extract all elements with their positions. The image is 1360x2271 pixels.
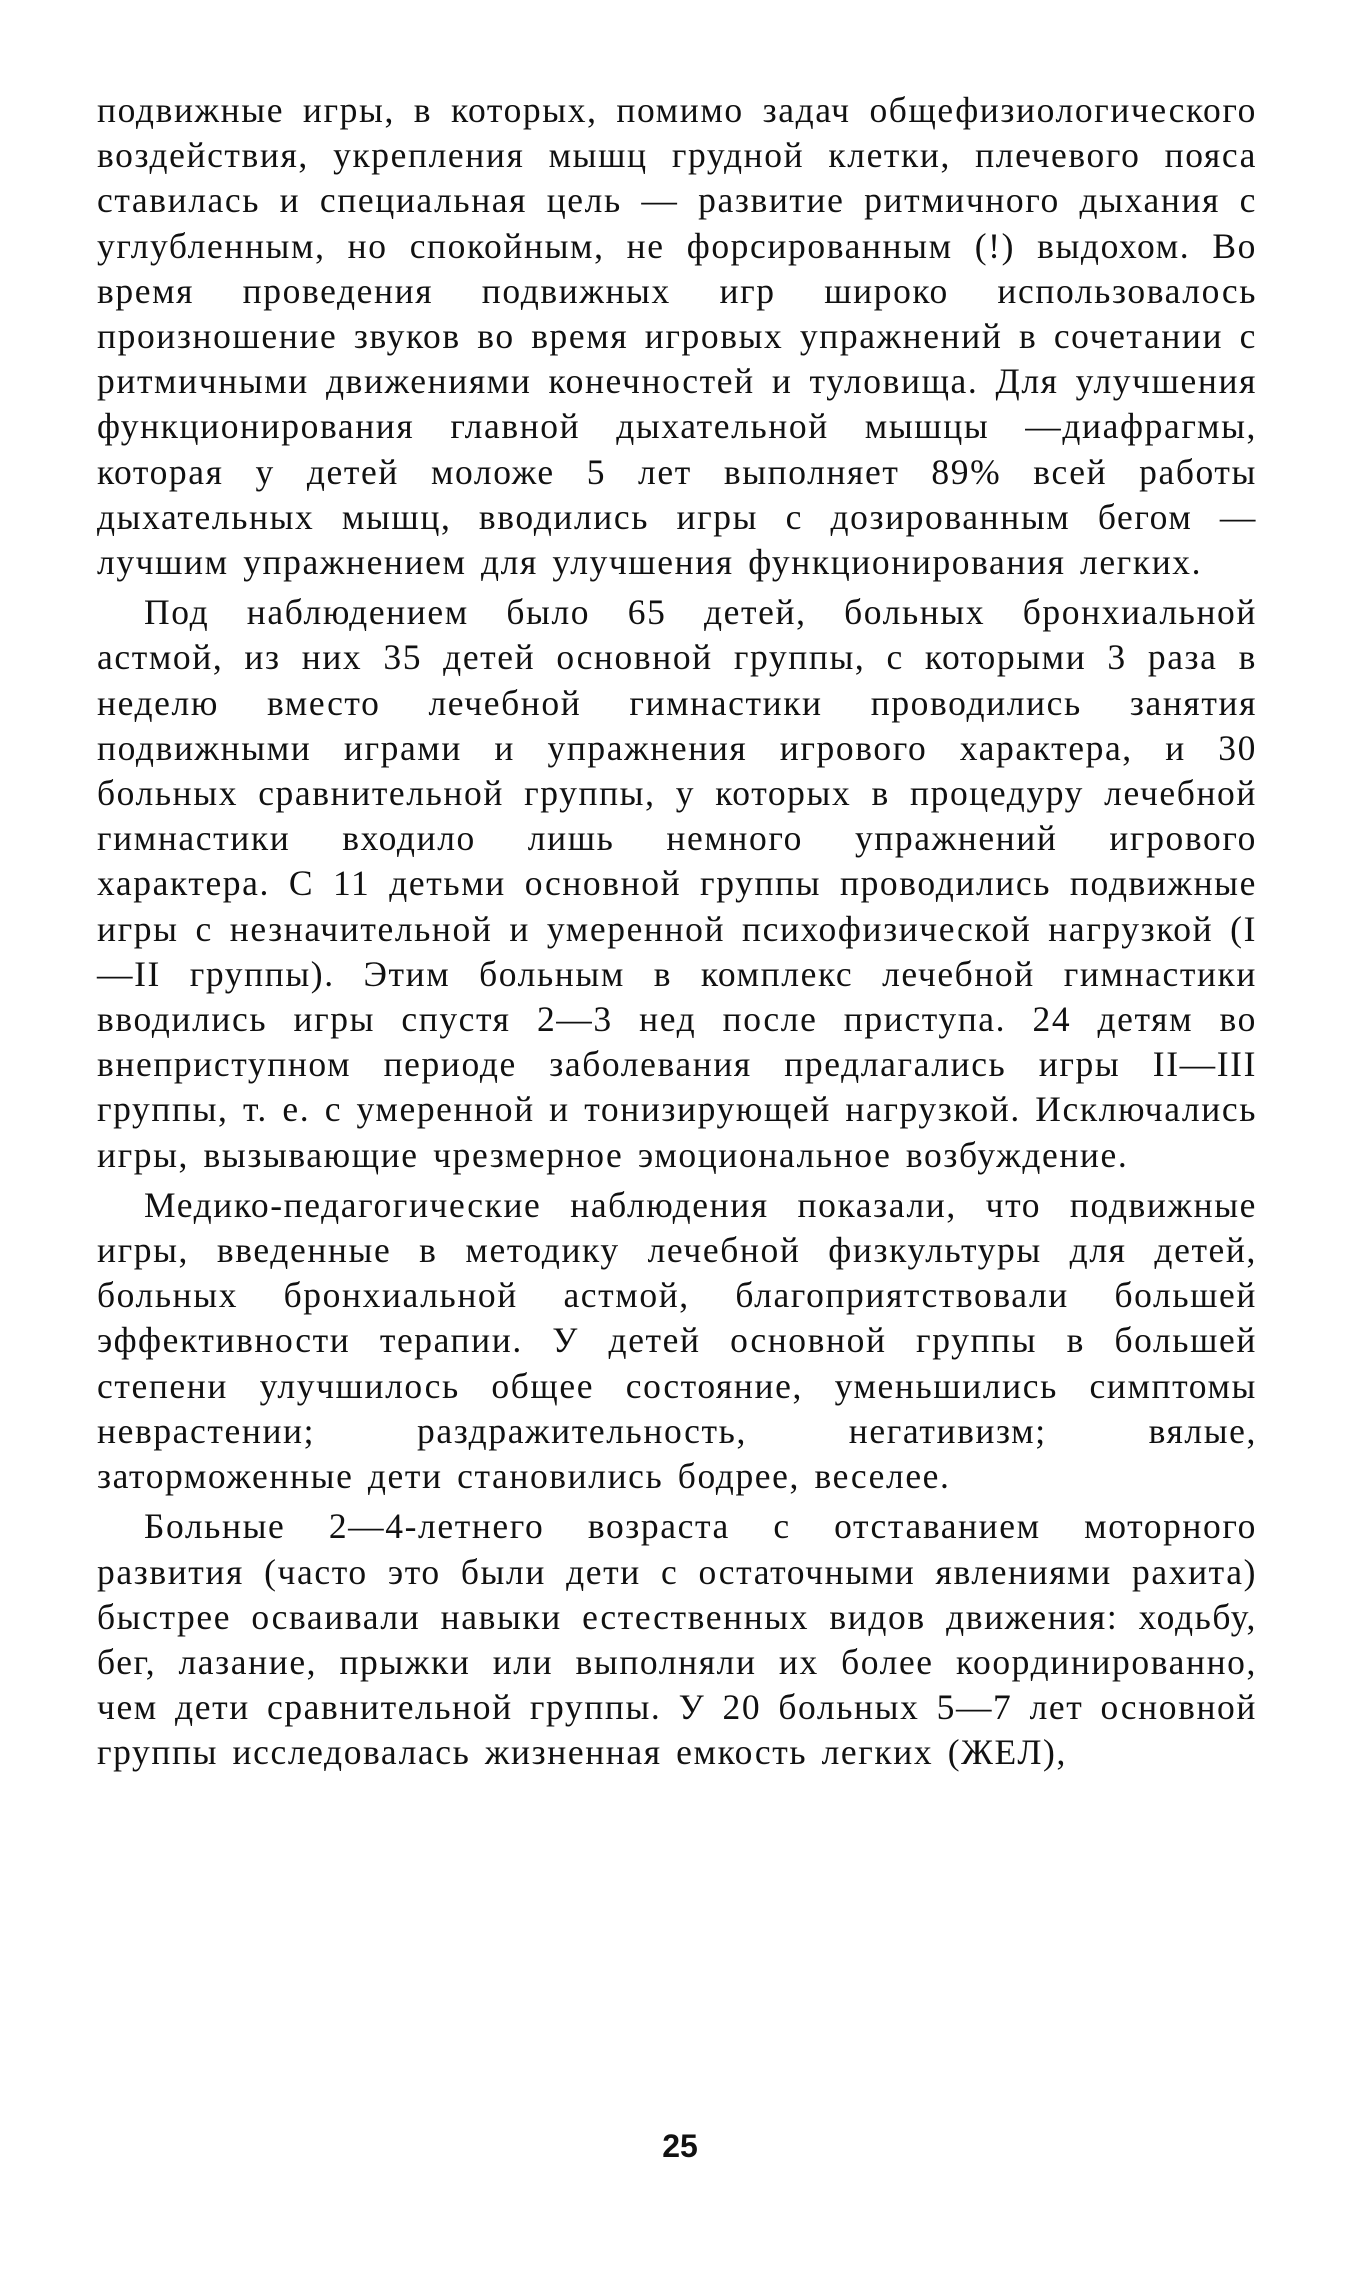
page-number: 25	[662, 2128, 698, 2164]
paragraph-2: Под наблюдением было 65 детей, больных бронхиальной астмой, из них 35 детей основной группы, с которыми 3 раза в неделю вместо лечебной гимнастики проводились занятия подвижными играми и упражнения игрового характера, и 30 больных сравнительной группы, у которых в процедуру лечебной гимнастики входило лишь немного упражнений игрового характера. С 11 детьми основной группы проводились подвижные игры с незначительной и умеренной психофизической нагрузкой (I—II группы). Этим больным в комплекс лечебной гимнастики вводились игры спустя 2—3 нед после приступа. 24 детям во внеприступном периоде заболевания предлагались игры II—III группы, т. е. с умеренной и тонизирующей нагрузкой. Исключались игры, вызывающие чрезмерное эмоциональное возбуждение.	[97, 592, 1257, 1175]
page-body	[97, 88, 1257, 1776]
paragraph-4: Больные 2—4-летнего возраста с отставанием моторного развития (часто это были дети с остаточными явлениями рахита) быстрее осваивали навыки естественных видов движения: ходьбу, бег, лазание, прыжки или выполняли их более координированно, чем дети сравнительной группы. У 20 больных 5—7 лет основной группы исследовалась жизненная емкость легких (ЖЕЛ),	[97, 1506, 1257, 1773]
paragraph-3: Медико-педагогические наблюдения показали, что подвижные игры, введенные в методику лечебной физкультуры для детей, больных бронхиальной астмой, благоприятствовали большей эффективности терапии. У детей основной группы в большей степени улучшилось общее состояние, уменьшились симптомы неврастении; раздражительность, негативизм; вялые, заторможенные дети становились бодрее, веселее.	[97, 1184, 1257, 1497]
paragraph-1: подвижные игры, в которых, помимо задач общефизиологического воздействия, укрепления мышц грудной клетки, плечевого пояса ставилась и специальная цель — развитие ритмичного дыхания с углубленным, но спокойным, не форсированным (!) выдохом. Во время проведения подвижных игр широко использовалось произношение звуков во время игровых упражнений в сочетании с ритмичными движениями конечностей и туловища. Для улучшения функционирования главной дыхательной мышцы —диафрагмы, которая у детей моложе 5 лет выполняет 89% всей работы дыхательных мышц, вводились игры с дозированным бегом —лучшим упражнением для улучшения функционирования легких.	[97, 90, 1257, 583]
